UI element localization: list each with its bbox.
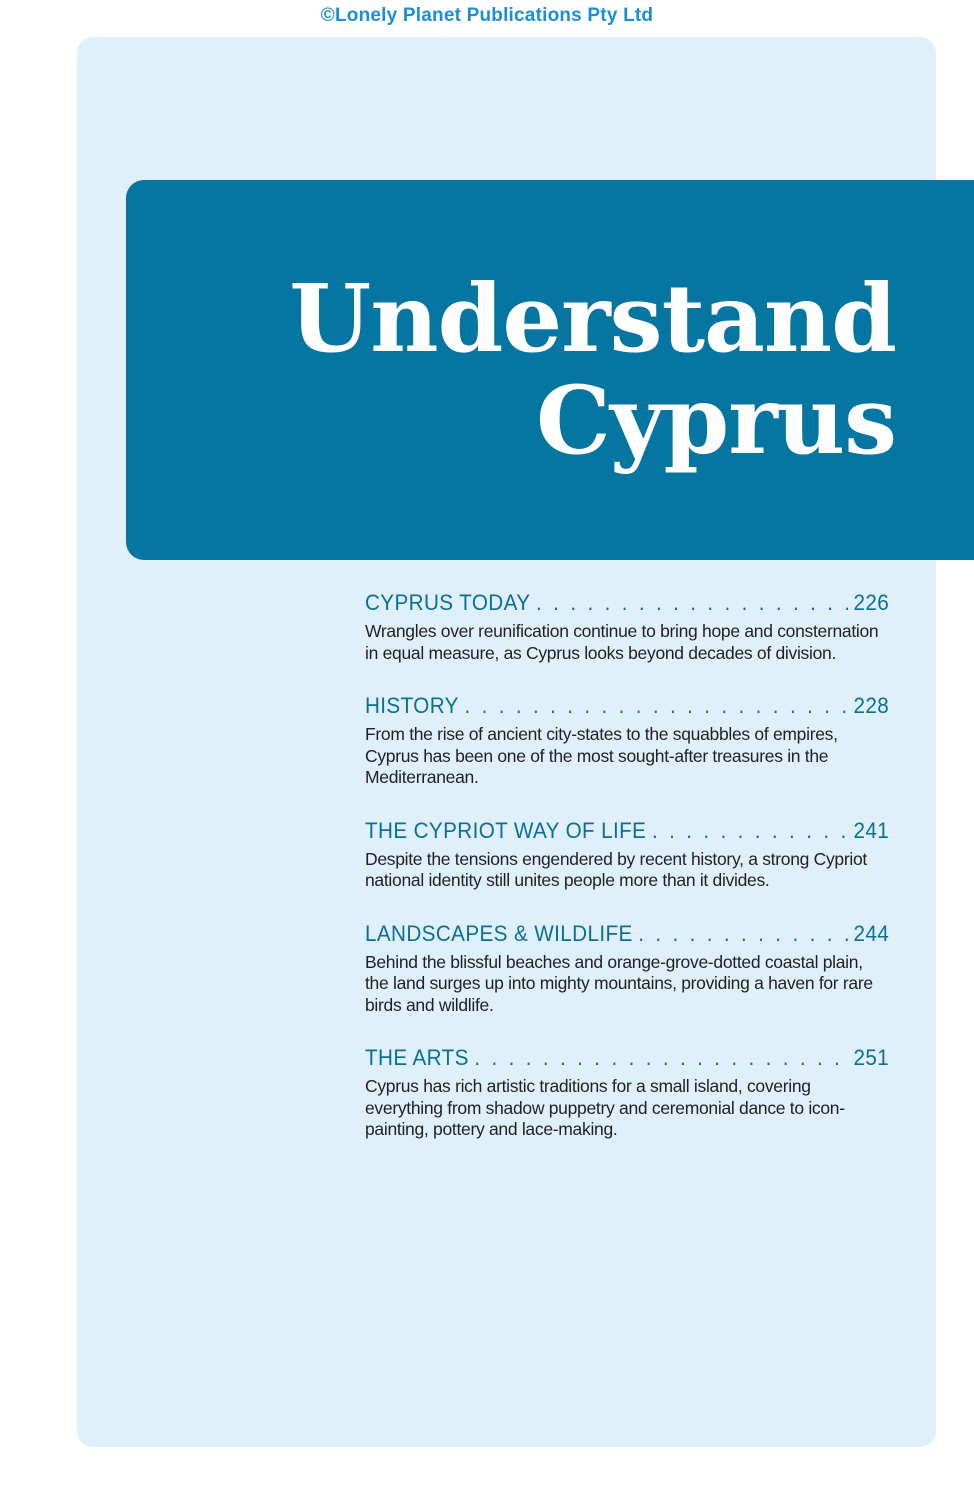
title-line-1: Understand xyxy=(289,264,896,374)
toc-page-number: 244 xyxy=(853,920,890,946)
toc-label: LANDSCAPES & WILDLIFE xyxy=(365,920,633,946)
toc-label: HISTORY xyxy=(365,693,459,718)
toc-page-number: 228 xyxy=(853,693,890,718)
toc-label: CYPRUS TODAY xyxy=(365,590,531,615)
toc-entry-landscapes-wildlife xyxy=(365,919,889,1017)
toc-description: From the rise of ancient city-states to the squabbles of empires, Cyprus has been one of the most sought-after treasures in the Mediterranean. xyxy=(365,724,838,787)
toc-label: THE ARTS xyxy=(365,1045,469,1070)
page-title xyxy=(289,264,896,476)
toc-leader-dots xyxy=(464,691,847,721)
toc-entry-the-arts xyxy=(365,1043,889,1141)
copyright-notice: ©Lonely Planet Publications Pty Ltd xyxy=(320,5,654,26)
toc-link-cyprus-today[interactable] xyxy=(365,588,889,618)
title-band xyxy=(126,180,974,560)
toc-leader-dots xyxy=(536,588,848,618)
toc-description: Cyprus has rich artistic traditions for a small island, covering everything from shadow puppetry and ceremonial dance to icon-painting, pottery and lace-making. xyxy=(365,1076,845,1139)
toc-page-number: 226 xyxy=(853,590,890,615)
table-of-contents xyxy=(365,588,889,1168)
toc-entry-cyprus-today xyxy=(365,588,889,664)
toc-entry-cypriot-way-of-life xyxy=(365,816,889,892)
toc-leader-dots xyxy=(652,816,848,846)
toc-entry-history xyxy=(365,691,889,789)
toc-leader-dots xyxy=(638,919,848,949)
toc-label: THE CYPRIOT WAY OF LIFE xyxy=(365,817,647,843)
toc-link-the-arts[interactable] xyxy=(365,1043,889,1073)
title-line-2: Cyprus xyxy=(536,366,896,476)
toc-description: Wrangles over reunification continue to bring hope and consternation in equal measure, as Cyprus looks beyond decades of division. xyxy=(365,621,879,663)
toc-page-number: 251 xyxy=(853,1045,890,1070)
toc-link-landscapes-wildlife[interactable] xyxy=(365,919,889,949)
toc-leader-dots xyxy=(474,1043,847,1073)
toc-description: Despite the tensions engendered by recent history, a strong Cypriot national identity still unites people more than it divides. xyxy=(365,848,867,890)
toc-link-cypriot-way-of-life[interactable] xyxy=(365,816,889,846)
toc-link-history[interactable] xyxy=(365,691,889,721)
toc-description: Behind the blissful beaches and orange-grove-dotted coastal plain, the land surges up into mighty mountains, providing a haven for rare birds and wildlife. xyxy=(365,951,873,1015)
toc-page-number: 241 xyxy=(853,817,890,843)
